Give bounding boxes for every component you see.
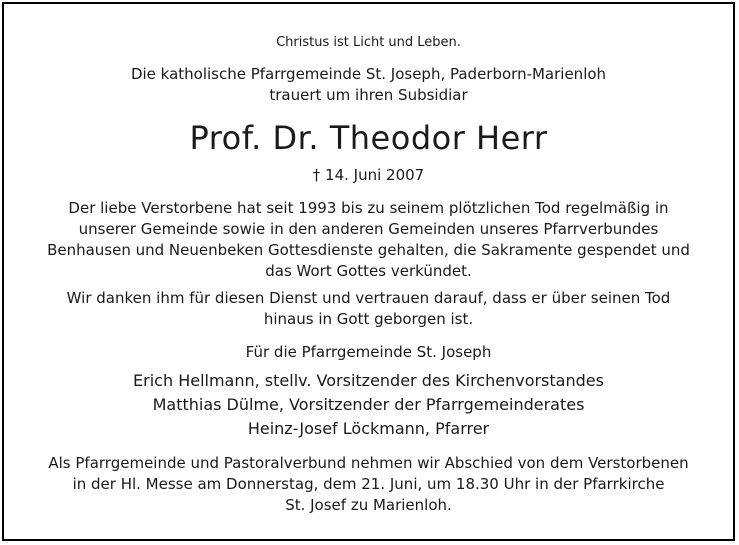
obituary-notice-frame (2, 2, 735, 541)
signatory: Heinz-Josef Löckmann, Pfarrer (247, 419, 490, 438)
tribute-line: unserer Gemeinde sowie in den anderen Gemeinden unseres Pfarrverbundes (78, 220, 659, 238)
tribute-line: das Wort Gottes verkündet. (265, 262, 472, 280)
thanks-line: hinaus in Gott geborgen ist. (263, 310, 474, 328)
death-date: † 14. Juni 2007 (312, 166, 425, 184)
funeral-info-line: St. Josef zu Marienloh. (285, 496, 452, 514)
funeral-info-line: in der Hl. Messe am Donnerstag, dem 21. Juni, um 18.30 Uhr in der Pfarrkirche (72, 475, 665, 493)
motto: Christus ist Licht und Leben. (276, 35, 461, 50)
parish-intro: Die katholische Pfarrgemeinde St. Joseph, Paderborn-Marienloh (130, 65, 607, 83)
mourns-line: trauert um ihren Subsidiar (269, 86, 468, 104)
deceased-name: Prof. Dr. Theodor Herr (189, 119, 548, 157)
tribute-line: Benhausen und Neuenbeken Gottesdienste gehalten, die Sakramente gespendet und (47, 241, 690, 259)
tribute-line: Der liebe Verstorbene hat seit 1993 bis zu seinem plötzlichen Tod regelmäßig in (68, 199, 669, 217)
thanks-line: Wir danken ihm für diesen Dienst und vertrauen darauf, dass er über seinen Tod (66, 289, 671, 307)
funeral-info-line: Als Pfarrgemeinde und Pastoralverbund nehmen wir Abschied von dem Verstorbenen (48, 454, 689, 472)
signatory: Erich Hellmann, stellv. Vorsitzender des Kirchenvorstandes (133, 371, 604, 390)
for-parish-heading: Für die Pfarrgemeinde St. Joseph (245, 343, 492, 361)
signatory: Matthias Dülme, Vorsitzender der Pfarrgemeinderates (152, 395, 585, 414)
